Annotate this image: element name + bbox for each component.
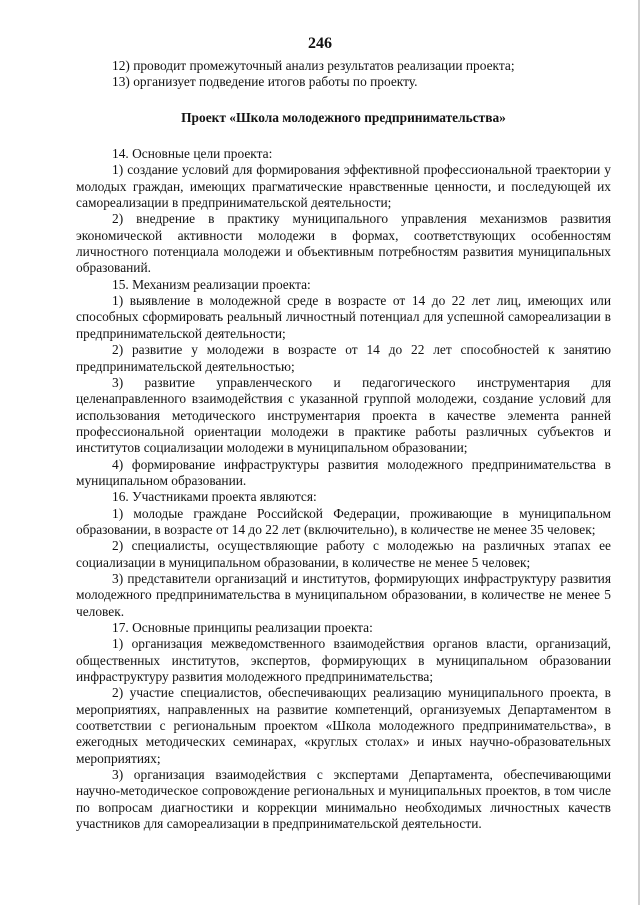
paragraph: 4) формирование инфраструктуры развития молодежного предпринимательства в муниципальном образовании.	[76, 456, 611, 488]
paragraph: 1) молодые граждане Российской Федерации, проживающие в муниципальном образовании, в возрасте от 14 до 22 лет (включительно), в количестве не менее 35 человек;	[76, 505, 611, 537]
paragraph: 2) внедрение в практику муниципального управления механизмов развития экономической активности молодежи в формах, соответствующих особенностям личностного потенциала молодежи и объективным потребностям развития муниципальных образований.	[76, 211, 611, 276]
paragraph: 3) представители организаций и институтов, формирующих инфраструктуру развития молодежного предпринимательства в муниципальном образовании, в количестве не менее 5 человек.	[76, 570, 611, 619]
paragraph: 12) проводит промежуточный анализ результатов реализации проекта;	[112, 58, 515, 73]
paragraph: 2) специалисты, осуществляющие работу с молодежью на различных этапах ее социализации в муниципальном образовании, в количестве не менее 5 человек;	[76, 538, 611, 570]
paragraph: 3) развитие управленческого и педагогического инструментария для целенаправленного взаимодействия с указанной группой молодежи, создание условий для использования методического инструментария проекта в качестве элемента ранней профессиональной ориентации молодежи в практике работы различных субъектов и институтов социализации молодежи в муниципальном образовании;	[76, 374, 611, 456]
section-heading: Проект «Школа молодежного предпринимательства»	[181, 109, 506, 125]
paragraph: 3) организация взаимодействия с экспертами Департамента, обеспечивающими научно-методическое сопровождение региональных и муниципальных проектов, в том числе по вопросам диагностики и коррекции минимально необходимых личностных качеств участников для самореализации в предпринимательской деятельности.	[76, 767, 611, 832]
paragraph: 17. Основные принципы реализации проекта:	[112, 620, 373, 635]
paragraph: 2) участие специалистов, обеспечивающих реализацию муниципального проекта, в мероприятиях, направленных на развитие компетенций, организуемых Департаментом в соответствии с региональным проектом «Школа молодежного предпринимательства», в ежегодных методических семинарах, «круглых столах» и иных научно-образовательных мероприятиях;	[76, 685, 611, 766]
paragraph: 1) выявление в молодежной среде в возрасте от 14 до 22 лет лиц, имеющих или способных сформировать реальный личностный потенциал для успешной самореализации в предпринимательской деятельности;	[76, 293, 611, 341]
document-body	[76, 58, 611, 832]
paragraph: 14. Основные цели проекта:	[112, 146, 273, 162]
paragraph: 2) развитие у молодежи в возрасте от 14 до 22 лет способностей к занятию предпринимательской деятельностью;	[76, 342, 611, 374]
paragraph: 15. Механизм реализации проекта:	[112, 276, 311, 292]
paragraph: 16. Участниками проекта являются:	[112, 489, 317, 505]
paragraph: 1) организация межведомственного взаимодействия органов власти, организаций, общественных институтов, экспертов, формирующих в муниципальном образовании инфраструктуру развития молодежного предпринимательства;	[76, 636, 611, 685]
page-number: 246	[308, 35, 332, 52]
paragraph: 1) создание условий для формирования эффективной профессиональной траектории у молодых граждан, имеющих прагматические нравственные ценности, и последующей их самореализации в предпринимательской деятельности;	[76, 162, 611, 211]
paragraph: 13) организует подведение итогов работы по проекту.	[112, 74, 418, 90]
